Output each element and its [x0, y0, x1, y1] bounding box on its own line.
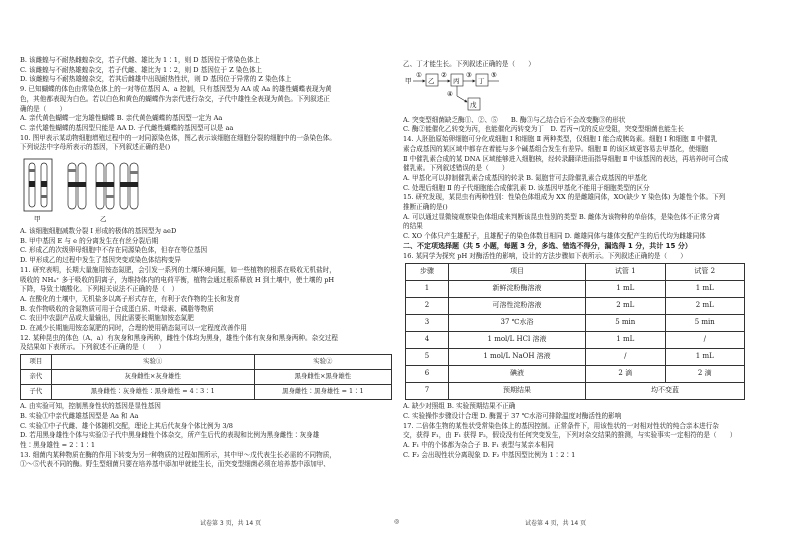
text-line: 11. 研究表明，长期大量施用铵态氮肥，会引发一系列的土壤环境问题，如一些植物的根系在吸收无机盐时，	[20, 265, 336, 274]
text-line: D. 在减少长期施用铵态氮肥的同时，合理的使用硝态氮可以一定程度改善作用	[20, 324, 247, 333]
table-cell: 1	[406, 281, 449, 298]
flow-node-2: 丙	[453, 76, 460, 85]
text-line: 12. 某种昆虫的体色（A、a）有灰身和黑身两种，雌性个体均为黑身，雄性个体有灰身和黑身两种。杂交过程	[20, 333, 338, 342]
text-line: C. 形成乙的次级卵母细胞中不存在同源染色体，但存在等位基因	[20, 246, 208, 255]
table-cell: 新鲜淀粉酶溶液	[449, 281, 586, 298]
table-cell: 2 mL	[665, 298, 745, 315]
right-block-b	[403, 116, 775, 242]
flow-node-3: 丁	[478, 76, 485, 85]
table-cell: 5 min	[665, 315, 745, 332]
table-cell: 可溶性淀粉溶液	[449, 298, 586, 315]
left-column	[20, 56, 392, 470]
text-line: 10. 图甲表示某动物细胞增殖过程中的一对同源染色体，图乙表示该细胞在细胞分裂的细胞中的一条染色体。	[20, 133, 336, 142]
text-line: 推断正确的是()	[403, 203, 448, 212]
text-line: B. 该雌蝗与不耐热雌蝗杂交，若子代雌、雄比为 1∶1，则 D 基因位于常染色体上	[20, 56, 261, 64]
table-cell: 黑身雌性×黑身雄性	[254, 370, 391, 385]
text-line: A. 在酸化的土壤中，无机盐多以离子形式存在，有利于农作物的生长和发育	[20, 294, 240, 303]
text-line: C. 处理后细胞 Ⅱ 的子代细胞能合成催乳素 D. 该基因甲基化不能用于细胞类型的区分	[403, 183, 650, 192]
table-cell: 1 mL	[586, 281, 666, 298]
enzyme-5-label: ⑤	[491, 71, 497, 79]
text-line: C. 亲代雄性蝴蝶的基因型只能是 AA D. 子代雌性蝴蝶的基因型可以是 aa	[20, 123, 234, 132]
table-cell: 5 min	[586, 315, 666, 332]
right-block-c	[403, 402, 775, 460]
text-line: C. 实验操作步骤设计合理 D. 酶置于 37 ℃水浴可排除温度对酶活性的影响	[403, 411, 622, 420]
text-line: 17. 二倍体生物的某性状受常染色体上的基因控制。正常条件下，用该性状的一对相对性状的纯合亲本进行杂	[403, 421, 719, 430]
table-header-cell: 试管 2	[665, 264, 745, 281]
table-header-row	[406, 264, 745, 281]
text-line: 乙、丁才能生长。下列叙述正确的是（ ）	[403, 60, 535, 68]
table-header-cell: 项目	[449, 264, 586, 281]
table-cell: 2 滴	[665, 366, 745, 383]
table-cell: 灰身雌性×灰身雄性	[51, 370, 254, 385]
text-line: 13. 细菌内某种物质在酶的作用下转变为另一种物质的过程如图所示，其中甲～戊代表生长必需的不同物质，	[20, 450, 336, 459]
text-line: A. 该细胞细胞减数分裂 Ⅰ 形成的极体的基因型为 aeD	[20, 227, 177, 236]
q16-table	[405, 263, 745, 400]
table-cell: 1 mol/L NaOH 溶液	[449, 349, 586, 366]
text-line: C. XO 个体只产生雄配子，且雄配子的染色体数目相同 D. 雌雄同体与雄体交配产生的后代均为雌雄同体	[403, 232, 706, 241]
text-line: B. 实验①中亲代雌雄基因型是 Aa 和 Aa	[20, 411, 139, 420]
q12-table	[20, 354, 392, 400]
table-cell: 2 mL	[586, 298, 666, 315]
text-line: 吸收的 NH₄⁺ 多于吸收的阴离子，为维持体内的电荷平衡，植物会通过根系释放 H 到土壤中，使土壤的 pH	[20, 275, 335, 284]
text-line: 性∶黑身雄性 = 2∶1∶1	[20, 440, 96, 449]
text-line: B. 农作物吸收的含氮物质可用于合成蛋白质、叶绿素、磷脂等物质	[20, 304, 214, 313]
flow-node-4: 戊	[470, 100, 477, 109]
text-line: A. 由实验可知，控制黑身性状的基因是显性基因	[20, 402, 161, 411]
fig-label-yi: 乙	[100, 215, 107, 224]
text-line: 色，其他都表现为白色。若以白色和黄色的蝴蝶作为亲代进行杂交，子代中雄性全表现为黄色。下列叙述正	[20, 94, 330, 103]
table-row	[21, 370, 392, 385]
text-line: C. 该雌蝗与不耐热雄蝗杂交，若子代雌、雄比为 1∶2，则 D 基因位于 Z 染色体上	[20, 65, 263, 74]
enzyme-4-label: ④	[447, 89, 453, 98]
table-cell: 黑身雌性∶灰身雄性∶黑身雄性 = 4∶3∶1	[51, 385, 254, 400]
footer-separator: ◎	[394, 518, 400, 525]
page-number-right: 试卷第 4 页，共 14 页	[525, 520, 587, 527]
text-line: ①～⑤代表不同的酶。野生型细菌只要在培养基中添加甲就能生长，而突变型细菌必须在培养基中添加甲、	[20, 460, 330, 469]
table-row	[406, 332, 745, 349]
text-line: 9. 已知蝴蝶的体色由常染色体上的一对等位基因 A、a 控制，只有基因型为 AA 或 Aa 的雄性蝴蝶表现为黄	[20, 85, 332, 94]
enzyme-3-label: ③	[466, 71, 472, 79]
table-cell: 4	[406, 332, 449, 349]
text-line: 催乳素。下列叙述错误的是（ ）	[403, 164, 509, 173]
table-cell: 2	[406, 298, 449, 315]
table-header-cell: 实验②	[254, 355, 391, 370]
text-line: A. 突变型细菌缺乏酶①、②、⑤ B. 酶③与乙结合后不会改变酶③的形状	[403, 115, 626, 124]
flow-start: 甲	[405, 76, 412, 85]
text-line: B. 甲中基因 E 与 e 的分离发生在有丝分裂后期	[20, 236, 159, 245]
table-cell: /	[665, 332, 745, 349]
text-line: Ⅱ 中催乳素合成的某 DNA 区域能够进入细胞核，经转录翻译进而指导细胞 Ⅱ 中该基因的表达，再培养时可合成	[403, 154, 729, 163]
table-cell: 均不变蓝	[586, 383, 745, 400]
table-header-cell: 试管 1	[586, 264, 666, 281]
table-cell: 1 mL	[665, 349, 745, 366]
table-cell: 7	[406, 383, 449, 400]
text-line: 的结果	[403, 222, 423, 231]
text-line: A. 甲基化可以抑制催乳素合成基因的转录 B. 氮胞苷可去除催乳素合成基因的甲基化	[403, 173, 648, 182]
table-header-row	[21, 355, 392, 370]
text-line: C. 农田中农副产品或大量输出，因此需要长期施加铵态氮肥	[20, 314, 194, 323]
text-line: A. 缺少对照组 B. 实验预期结果不正确	[403, 402, 516, 411]
table-cell: 黑身雌性∶黑身雄性 = 1∶1	[254, 385, 391, 400]
table-cell: 子代	[21, 385, 52, 400]
text-line: A. 可以通过显微镜观察染色体组成来判断该昆虫性别的类型 B. 雌体为该物种的单倍体，是染色体不正常分离	[403, 212, 720, 221]
text-line: 交，获得 F₁，由 F₁ 获得 F₂，假设没有任何突变发生，下列对杂交结果的推测，与实验事实一定相符的是（ ）	[403, 431, 737, 440]
table-row	[406, 383, 745, 400]
text-line: 下降，导致土壤酸化。下列相关说法不正确的是（ ）	[20, 285, 179, 294]
text-line: C. 酶②能催化乙转变为丙，也能催化丙转变为丁 D. 若丙→戊的反应受阻，突变型细菌也能生长	[403, 125, 684, 134]
chromosome-set-yi	[68, 163, 138, 209]
right-column	[403, 60, 775, 460]
text-line: C. 实验①中子代雌、雄个体随机交配，理论上其后代灰身个体比例为 3/8	[20, 421, 233, 430]
text-line: D. 甲形成乙的过程中发生了基因突变或染色体结构变异	[20, 256, 181, 265]
table-cell: 碘液	[449, 366, 586, 383]
text-line: 确的是（ ）	[20, 104, 67, 113]
table-cell: 1 mL	[665, 281, 745, 298]
table-header-cell: 项目	[21, 355, 52, 370]
table-cell: 37 ℃水浴	[449, 315, 586, 332]
table-row	[406, 349, 745, 366]
table-row	[21, 385, 392, 400]
table-cell: 亲代	[21, 370, 52, 385]
table-header-cell: 实验①	[51, 355, 254, 370]
text-line: A. 亲代黄色蝴蝶一定为雄性蝴蝶 B. 亲代黄色蝴蝶的基因型一定为 Aa	[20, 114, 223, 123]
question-16-intro: 16. 某同学为探究 pH 对酶活性的影响，设计的方法步骤如下表所示。下列叙述正确的是（ ）	[403, 251, 687, 260]
text-line: 及结果如下表所示。下列叙述不正确的是（ ）	[20, 343, 166, 352]
table-row	[406, 281, 745, 298]
section-heading: 二、不定项选择题（共 5 小题，每题 3 分，多选、错选不得分，漏选得 1 分，共计 15 分）	[403, 241, 692, 250]
text-line: D. 该雌蝗与不耐热雄蝗杂交，若其后雌雄中出现耐热性状，则 D 基因位于异常的 Z 染色体上	[20, 75, 292, 84]
text-line: 素合成基因的某区域中都存在着能与多个碱基组合发生有差异。细胞 Ⅱ 的该区域更容易去甲基化，使细胞	[403, 144, 709, 153]
flow-node-1: 乙	[428, 76, 435, 85]
table-cell: 预期结果	[449, 383, 586, 400]
left-block-c	[20, 402, 392, 470]
table-cell: 1 mL	[586, 332, 666, 349]
table-cell: 5	[406, 349, 449, 366]
left-block-b	[20, 227, 392, 353]
text-line: 15. 研究发现，某昆虫有两种性别：性染色体组成为 XX 的是雌雄同体，XO(缺少 Y 染色体) 为雄性个体。下列	[403, 193, 726, 202]
page-number-left: 试卷第 3 页，共 14 页	[200, 520, 262, 527]
table-cell: 2 滴	[586, 366, 666, 383]
chromosome-diagram	[20, 155, 150, 225]
text-line: 14. 人胚胎原始卵细胞可分化成细胞 Ⅰ 和细胞 Ⅱ 两种类型，仅细胞 Ⅰ 能合成胰岛素。细胞 Ⅰ 和细胞 Ⅱ 中催乳	[403, 135, 718, 144]
pathway-figure	[403, 72, 775, 114]
table-cell: 6	[406, 366, 449, 383]
text-line: 下列说法中字母所表示的基因，下列叙述正确的是()	[20, 143, 171, 152]
enzyme-1-label: ①	[416, 71, 422, 79]
table-cell: 3	[406, 315, 449, 332]
table-header-cell: 步骤	[406, 264, 449, 281]
text-line: D. 若用黑身雄性个体与实验②子代中黑身雌性个体杂交，所产生后代的表现和比例为黑身雌性∶灰身雄	[20, 431, 320, 440]
text-line: A. F₁ 中的个体都为杂合子 B. F₁ 表型与某亲本相同	[403, 441, 554, 450]
text-line: C. F₂ 会出现性状分离现象 D. F₂ 中基因型比例为 1∶2∶1	[403, 450, 576, 459]
enzyme-2-label: ②	[441, 71, 447, 79]
table-row	[406, 366, 745, 383]
enzyme-pathway-diagram	[403, 72, 523, 114]
left-block-a	[20, 56, 392, 153]
table-cell: /	[586, 349, 666, 366]
table-cell: 1 mol/L HCl 溶液	[449, 332, 586, 349]
chromosome-figure	[20, 155, 392, 225]
table-row	[406, 298, 745, 315]
table-row	[406, 315, 745, 332]
fig-label-jia: 甲	[34, 215, 41, 224]
